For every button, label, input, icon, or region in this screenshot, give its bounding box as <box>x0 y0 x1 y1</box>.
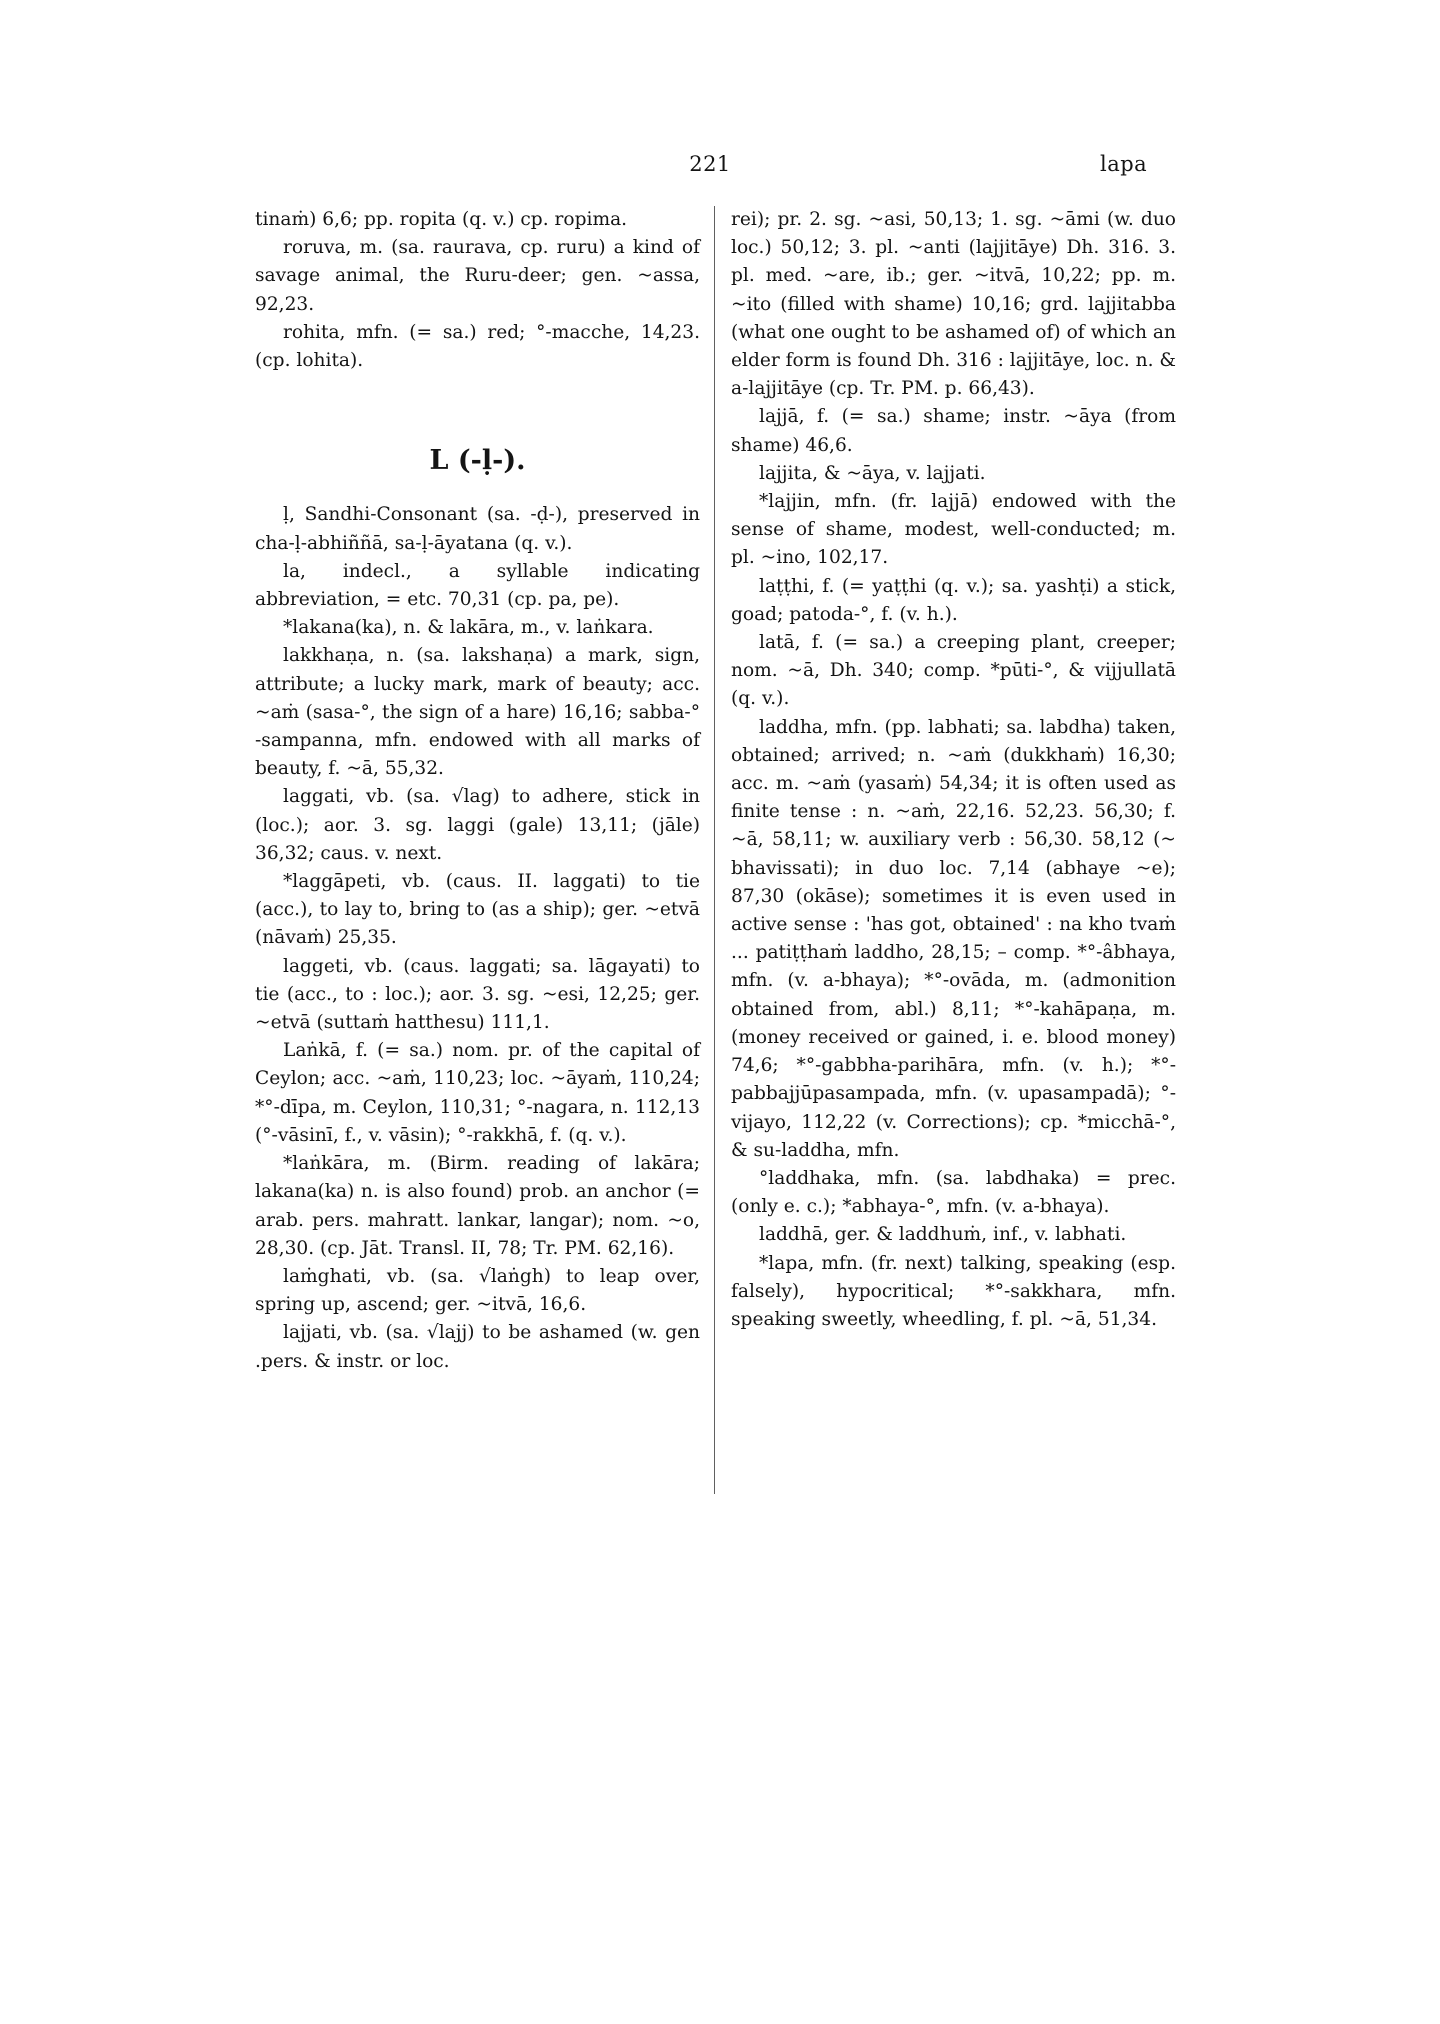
dictionary-entry: ḷ, Sandhi-Consonant (sa. -ḍ-), preserved in cha-ḷ-abhiññā, sa-ḷ-āyatana (q. v.). <box>255 504 700 554</box>
right-column <box>731 206 1176 1334</box>
running-head: lapa <box>1100 152 1148 176</box>
dictionary-entry: latā, f. (= sa.) a creeping plant, creeper; nom. ~ā, Dh. 340; comp. *pūti-°, & vijjullatā (q. v.). <box>731 632 1176 710</box>
dictionary-entry: °laddhaka, mfn. (sa. labdhaka) = prec. (only e. c.); *abhaya-°, mfn. (v. a-bhaya). <box>731 1167 1176 1218</box>
dictionary-entry: laṭṭhi, f. (= yaṭṭhi (q. v.); sa. yashṭi) a stick, goad; patoda-°, f. (v. h.). <box>731 575 1176 625</box>
dictionary-entry: laggeti, vb. (caus. laggati; sa. lāgayati) to tie (acc., to : loc.); aor. 3. sg. ~esi, 12,25; ger. ~etvā (suttaṁ hatthesu) 111,1. <box>255 955 700 1034</box>
dictionary-entry: *lakana(ka), n. & lakāra, m., v. laṅkara. <box>283 617 654 639</box>
dictionary-entry: la, indecl., a syllable indicating abbreviation, = etc. 70,31 (cp. pa, pe). <box>255 560 700 611</box>
dictionary-entry: laddhā, ger. & laddhuṁ, inf., v. labhati. <box>759 1224 1127 1246</box>
dictionary-entry: rei); pr. 2. sg. ~asi, 50,13; 1. sg. ~āmi (w. duo loc.) 50,12; 3. pl. ~anti (lajjitāye) Dh. 316. 3. pl. med. ~are, ib.; ger. ~itvā, 10,22; pp. m. ~ito (filled with shame) 10,16; grd. lajjitabba (what one ought to be ashamed of) of which an elder form is found Dh. 316 : lajjitāye, loc. n. & a-lajjitāye (cp. Tr. PM. p. 66,43). <box>731 209 1176 400</box>
left-column <box>255 206 700 1376</box>
dictionary-entry: *lapa, mfn. (fr. next) talking, speaking (esp. falsely), hypocritical; *°-sakkhara, mfn. speaking sweetly, wheedling, f. pl. ~ā, 51,34. <box>731 1252 1176 1330</box>
dictionary-entry: roruva, m. (sa. raurava, cp. ruru) a kind of savage animal, the Ruru-deer; gen. ~assa, 92,23. <box>255 237 700 315</box>
column-divider <box>714 206 715 1494</box>
dictionary-entry: rohita, mfn. (= sa.) red; °-macche, 14,23. (cp. lohita). <box>255 321 700 372</box>
dictionary-entry: Laṅkā, f. (= sa.) nom. pr. of the capital of Ceylon; acc. ~aṁ, 110,23; loc. ~āyaṁ, 110,24; *°-dīpa, m. Ceylon, 110,31; °-nagara, n. 112,13 (°-vāsinī, f., v. vāsin); °-rakkhā, f. (q. v.). <box>255 1040 700 1146</box>
dictionary-entry: laddha, mfn. (pp. labhati; sa. labdha) taken, obtained; arrived; n. ~aṁ (dukkhaṁ) 16,30; acc. m. ~aṁ (yasaṁ) 54,34; it is often used as finite tense : n. ~aṁ, 22,16. 52,23. 56,30; f. ~ā, 58,11; w. auxiliary verb : 56,30. 58,12 (~ bhavissati); in duo loc. 7,14 (abhaye ~e); 87,30 (okāse); sometimes it is even used in active sense : 'has got, obtained' : na kho tvaṁ ... patiṭṭhaṁ laddho, 28,15; – comp. *°-âbhaya, mfn. (v. a-bhaya); *°-ovāda, m. (admonition obtained from, abl.) 8,11; *°-kahāpaṇa, m. (money received or gained, i. e. blood money) 74,6; *°-gabbha-parihāra, mfn. (v. h.); *°-pabbajjūpasampada, mfn. (v. upasampadā); °-vijayo, 112,22 (v. Corrections); cp. *micchā-°, & su-laddha, mfn. <box>731 716 1176 1161</box>
dictionary-entry: *lajjin, mfn. (fr. lajjā) endowed with the sense of shame, modest, well-conducted; m. pl. ~ino, 102,17. <box>731 491 1176 569</box>
dictionary-entry: *laṅkāra, m. (Birm. reading of lakāra; lakana(ka) n. is also found) prob. an anchor (= arab. pers. mahratt. lankar, langar); nom. ~o, 28,30. (cp. Jāt. Transl. II, 78; Tr. PM. 62,16). <box>255 1153 700 1259</box>
section-heading: L (-ḷ-). <box>429 445 526 477</box>
dictionary-entry: lajjā, f. (= sa.) shame; instr. ~āya (from shame) 46,6. <box>731 406 1176 456</box>
dictionary-entry: lakkhaṇa, n. (sa. lakshaṇa) a mark, sign, attribute; a lucky mark, mark of beauty; acc. ~aṁ (sasa-°, the sign of a hare) 16,16; sabba-° -sampanna, mfn. endowed with all marks of beauty, f. ~ā, 55,32. <box>255 645 700 780</box>
dictionary-entry: lajjati, vb. (sa. √lajj) to be ashamed (w. gen .pers. & instr. or loc. <box>255 1322 700 1372</box>
page-number: 221 <box>689 152 731 176</box>
dictionary-entry: *laggāpeti, vb. (caus. II. laggati) to tie (acc.), to lay to, bring to (as a ship); ger. ~etvā (nāvaṁ) 25,35. <box>255 871 700 949</box>
dictionary-entry: laggati, vb. (sa. √lag) to adhere, stick in (loc.); aor. 3. sg. laggi (gale) 13,11; (jāle) 36,32; caus. v. next. <box>255 786 700 864</box>
dictionary-entry: tinaṁ) 6,6; pp. ropita (q. v.) cp. ropima. <box>255 209 628 230</box>
dictionary-entry: lajjita, & ~āya, v. lajjati. <box>759 462 986 484</box>
dictionary-entry: laṁghati, vb. (sa. √laṅgh) to leap over, spring up, ascend; ger. ~itvā, 16,6. <box>255 1265 700 1316</box>
